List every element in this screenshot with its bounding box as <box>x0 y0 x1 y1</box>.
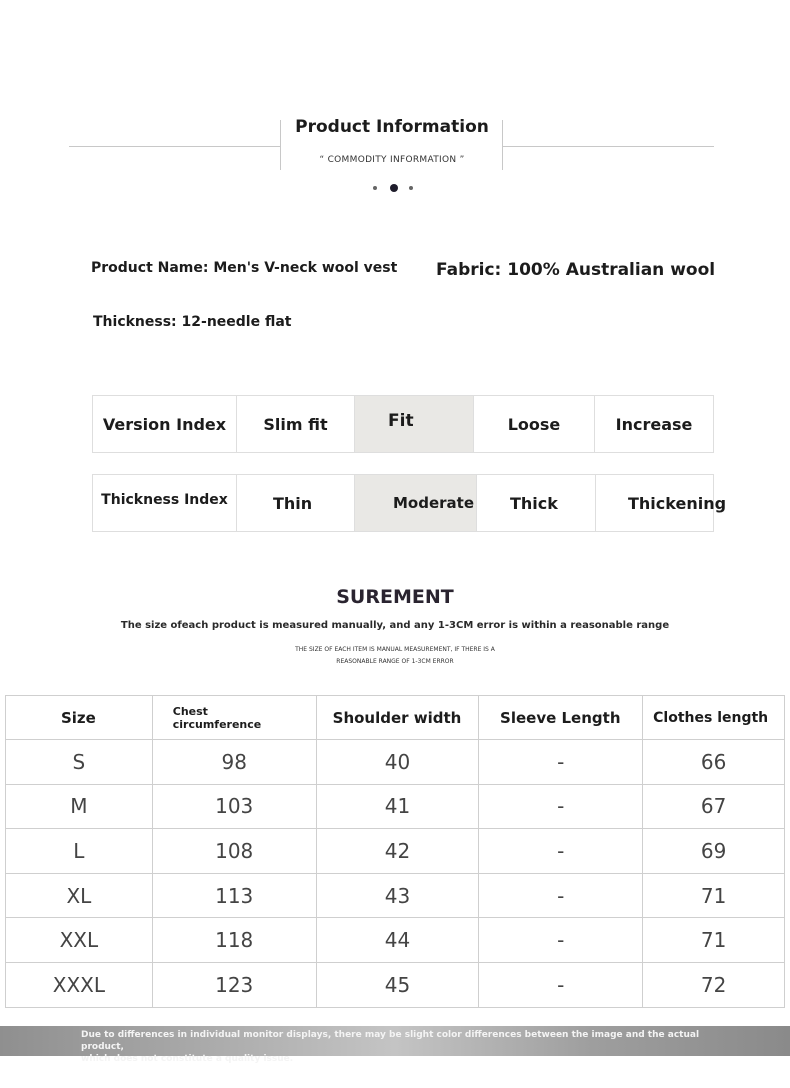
chest-cell: 108 <box>152 829 316 874</box>
sleeve-cell: - <box>479 784 643 829</box>
version-option-slim-fit: Slim fit <box>237 396 355 452</box>
size-cell: XL <box>6 873 153 918</box>
thickness-option-thick: Thick <box>477 475 596 531</box>
thickness: Thickness: 12-needle flat <box>93 314 292 330</box>
carousel-dot-active <box>390 184 398 192</box>
header-divider-left <box>280 120 281 170</box>
table-row <box>6 918 785 963</box>
header-size: Size <box>6 696 153 740</box>
chest-cell: 98 <box>152 740 316 785</box>
page-title: Product Information <box>295 117 489 137</box>
version-option-fit: Fit <box>355 396 474 452</box>
length-cell: 69 <box>643 829 785 874</box>
length-cell: 71 <box>643 918 785 963</box>
size-table <box>5 695 785 1008</box>
thickness-option-thickening: Thickening <box>628 493 727 513</box>
shoulder-cell: 45 <box>316 962 479 1007</box>
size-cell: M <box>6 784 153 829</box>
header-shoulder-width: Shoulder width <box>316 696 479 740</box>
sleeve-cell: - <box>479 962 643 1007</box>
sleeve-cell: - <box>479 829 643 874</box>
sleeve-cell: - <box>479 873 643 918</box>
chest-cell: 113 <box>152 873 316 918</box>
header-rule-left <box>69 146 280 147</box>
shoulder-cell: 41 <box>316 784 479 829</box>
product-name: Product Name: Men's V-neck wool vest <box>91 260 398 276</box>
measurement-note: The size ofeach product is measured manually, and any 1-3CM error is within a reasonable range <box>120 620 670 631</box>
carousel-dot <box>409 186 413 190</box>
header-divider-right <box>502 120 503 170</box>
header-chest-circumference: Chest circumference <box>152 696 316 740</box>
size-table-header-row <box>6 696 785 740</box>
length-cell: 71 <box>643 873 785 918</box>
disclaimer-line-1: Due to differences in individual monitor displays, there may be slight color differences between the image and the actual product, <box>81 1030 700 1052</box>
measurement-note-small-2: REASONABLE RANGE OF 1-3CM ERROR <box>336 658 454 665</box>
thickness-index-label: Thickness Index <box>93 475 237 531</box>
length-cell: 72 <box>643 962 785 1007</box>
sleeve-cell: - <box>479 740 643 785</box>
fabric: Fabric: 100% Australian wool <box>436 260 716 280</box>
version-option-increase: Increase <box>615 414 693 434</box>
chest-cell: 123 <box>152 962 316 1007</box>
header-rule-right <box>503 146 714 147</box>
shoulder-cell: 42 <box>316 829 479 874</box>
version-option-loose: Loose <box>474 396 595 452</box>
thickness-option-thin: Thin <box>237 475 355 531</box>
page-subtitle: “ COMMODITY INFORMATION ” <box>319 155 465 165</box>
table-row <box>6 784 785 829</box>
measurement-title: SUREMENT <box>336 586 454 608</box>
length-cell: 66 <box>643 740 785 785</box>
measurement-note-small-1: THE SIZE OF EACH ITEM IS MANUAL MEASUREMENT, IF THERE IS A <box>295 646 495 653</box>
shoulder-cell: 44 <box>316 918 479 963</box>
size-cell: XXL <box>6 918 153 963</box>
header-clothes-length: Clothes length <box>643 696 785 740</box>
chest-cell: 118 <box>152 918 316 963</box>
table-row <box>6 740 785 785</box>
chest-cell: 103 <box>152 784 316 829</box>
table-row <box>6 873 785 918</box>
disclaimer-text <box>81 1029 721 1065</box>
table-row <box>6 829 785 874</box>
table-row <box>6 962 785 1007</box>
length-cell: 67 <box>643 784 785 829</box>
header-sleeve-length: Sleeve Length <box>479 696 643 740</box>
carousel-dot <box>373 186 377 190</box>
shoulder-cell: 40 <box>316 740 479 785</box>
size-cell: S <box>6 740 153 785</box>
size-cell: XXXL <box>6 962 153 1007</box>
shoulder-cell: 43 <box>316 873 479 918</box>
version-index-label: Version Index <box>93 396 237 452</box>
sleeve-cell: - <box>479 918 643 963</box>
thickness-index-table <box>92 474 727 532</box>
version-index-table <box>92 395 714 453</box>
size-cell: L <box>6 829 153 874</box>
disclaimer-line-2: which does not constitute a quality issue. <box>81 1054 294 1064</box>
disclaimer-banner <box>0 1026 790 1064</box>
thickness-option-moderate: Moderate <box>355 475 477 531</box>
